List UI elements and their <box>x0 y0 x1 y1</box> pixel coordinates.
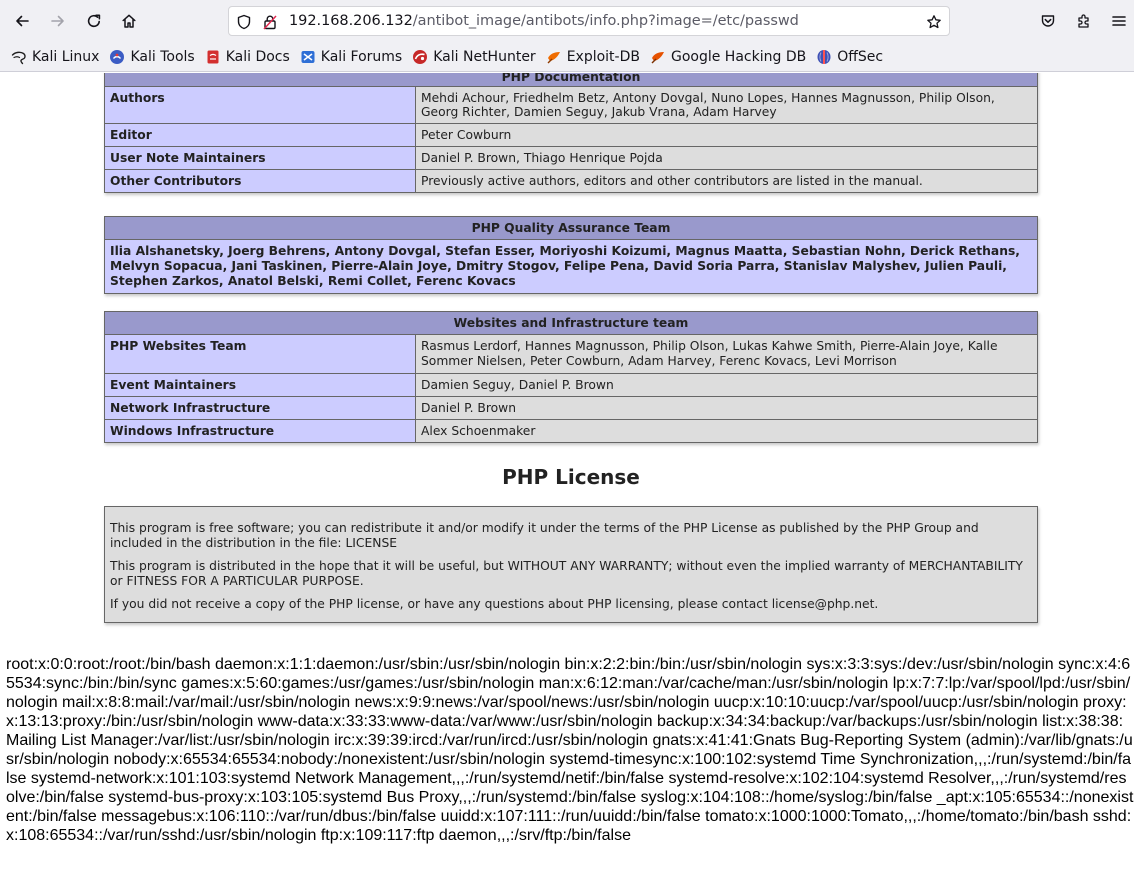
license-paragraph: If you did not receive a copy of the PHP license, or have any questions about PHP licensing, please contact license@php.net. <box>110 597 879 611</box>
address-bar[interactable] <box>228 6 950 36</box>
insecure-lock-icon[interactable] <box>261 13 279 31</box>
url-path: /antibot_image/antibots/info.php?image=/etc/passwd <box>412 13 799 29</box>
back-button[interactable] <box>8 7 36 35</box>
ghdb-icon <box>650 49 666 65</box>
table-row <box>105 147 1038 170</box>
kali-dragon-icon <box>11 49 27 65</box>
row-key: User Note Maintainers <box>105 147 416 170</box>
table-row <box>105 335 1038 374</box>
bookmark-star-icon[interactable] <box>925 13 943 31</box>
puzzle-icon <box>1076 13 1092 29</box>
page-viewport[interactable] <box>0 73 1134 886</box>
table-row <box>105 397 1038 420</box>
hamburger-menu-icon <box>1111 13 1127 29</box>
pocket-icon <box>1040 13 1056 29</box>
row-key: Event Maintainers <box>105 374 416 397</box>
shield-icon[interactable] <box>235 13 253 31</box>
license-paragraph: This program is distributed in the hope that it will be useful, but WITHOUT ANY WARRANTY; without even the implied warranty of MERCHANTABILITY or FITNESS FOR A PARTICULAR PURPOSE. <box>110 559 1023 588</box>
license-paragraph: This program is free software; you can redistribute it and/or modify it under the terms of the PHP License as published by the PHP Group and included in the distribution in the file: LICENSE <box>110 521 979 550</box>
table-row <box>105 420 1038 443</box>
home-button[interactable] <box>115 7 143 35</box>
table-row <box>105 240 1038 294</box>
license-body <box>105 507 1038 623</box>
browser-toolbar <box>0 0 1134 42</box>
pocket-button[interactable] <box>1034 7 1062 35</box>
passwd-file-output: root:x:0:0:root:/root:/bin/bash daemon:x:1:1:daemon:/usr/sbin:/usr/sbin/nologin bin:x:2:2:bin:/bin:/usr/sbin/nologin sys:x:3:3:sys:/dev:/usr/sbin/nologin sync:x:4:65534:sync:/bin:/bin/sync games:x:5:60:games:/usr/games:/usr/sbin/nologin man:x:6:12:man:/var/cache/man:/usr/sbin/nologin lp:x:7:7:lp:/var/spool/lpd:/usr/sbin/nologin mail:x:8:8:mail:/var/mail:/usr/sbin/nologin news:x:9:9:news:/var/spool/news:/usr/sbin/nologin uucp:x:10:10:uucp:/var/spool/uucp:/usr/sbin/nologin proxy:x:13:13:proxy:/bin:/usr/sbin/nologin www-data:x:33:33:www-data:/var/www:/usr/sbin/nologin backup:x:34:34:backup:/var/backups:/usr/sbin/nologin list:x:38:38:Mailing List Manager:/var/list:/usr/sbin/nologin irc:x:39:39:ircd:/var/run/ircd:/usr/sbin/nologin gnats:x:41:41:Gnats Bug-Reporting System (admin):/var/lib/gnats:/usr/sbin/nologin nobody:x:65534:65534:nobody:/nonexistent:/usr/sbin/nologin systemd-timesync:x:100:102:systemd Time Synchronization,,,:/run/systemd:/bin/false systemd-network:x:101:103:systemd Network Management,,,:/run/systemd/netif:/bin/false systemd-resolve:x:102:104:systemd Resolver,,,:/run/systemd/resolve:/bin/false systemd-bus-proxy:x:103:105:systemd Bus Proxy,,,:/run/systemd:/bin/false syslog:x:104:108::/home/syslog:/bin/false _apt:x:105:65534::/nonexistent:/bin/false messagebus:x:106:110::/var/run/dbus:/bin/false uuidd:x:107:111::/run/uuidd:/bin/false tomato:x:1000:1000:Tomato,,,:/home/tomato:/bin/bash sshd:x:108:65534::/var/run/sshd:/usr/sbin/nologin ftp:x:109:117:ftp daemon,,,:/srv/ftp:/bin/false <box>6 656 1134 844</box>
websites-infrastructure-table <box>104 311 1038 443</box>
bookmark-exploit-db[interactable] <box>543 45 645 69</box>
table-header: PHP Documentation <box>105 73 1038 87</box>
bookmark-label: Kali Docs <box>225 48 290 65</box>
table-row <box>105 170 1038 193</box>
bookmark-label: OffSec <box>837 48 884 65</box>
arrow-left-icon <box>14 13 30 29</box>
kali-docs-icon <box>205 49 221 65</box>
row-key: Other Contributors <box>105 170 416 193</box>
license-heading: PHP License <box>502 465 640 489</box>
exploit-db-icon <box>546 49 562 65</box>
offsec-icon <box>816 49 832 65</box>
bookmark-label: Kali Tools <box>130 48 195 65</box>
kali-tools-icon <box>109 49 125 65</box>
row-value: Previously active authors, editors and other contributors are listed in the manual. <box>416 170 1038 193</box>
row-value: Mehdi Achour, Friedhelm Betz, Antony Dovgal, Nuno Lopes, Hannes Magnusson, Philip Olson, Georg Richter, Damien Seguy, Jakub Vrana, Adam Harvey <box>416 87 1038 124</box>
bookmarks-bar <box>0 42 1134 72</box>
license-table <box>104 506 1038 623</box>
bookmark-label: Exploit-DB <box>566 48 640 65</box>
bookmark-label: Google Hacking DB <box>670 48 807 65</box>
bookmark-label: Kali NetHunter <box>433 48 536 65</box>
bookmark-kali-tools[interactable] <box>106 45 199 69</box>
forward-button[interactable] <box>44 7 72 35</box>
table-row <box>105 124 1038 147</box>
url-host: 192.168.206.132 <box>289 13 413 29</box>
kali-nethunter-icon <box>412 49 428 65</box>
bookmark-kali-forums[interactable] <box>297 45 407 69</box>
table-row <box>105 87 1038 124</box>
bookmark-label: Kali Linux <box>32 48 100 65</box>
table-row <box>105 507 1038 623</box>
php-qa-team-table <box>104 216 1038 294</box>
home-icon <box>121 13 137 29</box>
row-value: Daniel P. Brown <box>416 397 1038 420</box>
row-value: Rasmus Lerdorf, Hannes Magnusson, Philip Olson, Lukas Kahwe Smith, Pierre-Alain Joye, Kalle Sommer Nielsen, Peter Cowburn, Adam Harvey, Ferenc Kovacs, Levi Morrison <box>416 335 1038 374</box>
bookmark-google-hacking-db[interactable] <box>647 45 811 69</box>
row-key: Network Infrastructure <box>105 397 416 420</box>
bookmark-kali-docs[interactable] <box>202 45 295 69</box>
row-value: Alex Schoenmaker <box>416 420 1038 443</box>
url-text[interactable] <box>289 13 799 29</box>
extensions-button[interactable] <box>1070 7 1098 35</box>
row-key: Authors <box>105 87 416 124</box>
php-documentation-table <box>104 73 1038 193</box>
row-key: PHP Websites Team <box>105 335 416 374</box>
bookmark-kali-linux[interactable] <box>8 45 104 69</box>
row-value: Damien Seguy, Daniel P. Brown <box>416 374 1038 397</box>
table-header: Websites and Infrastructure team <box>105 312 1038 335</box>
reload-button[interactable] <box>80 7 108 35</box>
arrow-right-icon <box>50 13 66 29</box>
row-value: Daniel P. Brown, Thiago Henrique Pojda <box>416 147 1038 170</box>
bookmark-kali-nethunter[interactable] <box>409 45 540 69</box>
row-value: Peter Cowburn <box>416 124 1038 147</box>
table-row <box>105 374 1038 397</box>
kali-forums-icon <box>300 49 316 65</box>
qa-team-members: Ilia Alshanetsky, Joerg Behrens, Antony Dovgal, Stefan Esser, Moriyoshi Koizumi, Magnus Maatta, Sebastian Nohn, Derick Rethans, Melvyn Sopacua, Jani Taskinen, Pierre-Alain Joye, Dmitry Stogov, Felipe Pena, David Soria Parra, Stanislav Malyshev, Julien Pauli, Stephen Zarkos, Anatol Belski, Remi Collet, Ferenc Kovacs <box>105 240 1038 294</box>
row-key: Editor <box>105 124 416 147</box>
table-header: PHP Quality Assurance Team <box>105 217 1038 240</box>
bookmark-offsec[interactable] <box>813 45 888 69</box>
menu-button[interactable] <box>1105 7 1133 35</box>
reload-icon <box>86 13 102 29</box>
bookmark-label: Kali Forums <box>320 48 403 65</box>
row-key: Windows Infrastructure <box>105 420 416 443</box>
